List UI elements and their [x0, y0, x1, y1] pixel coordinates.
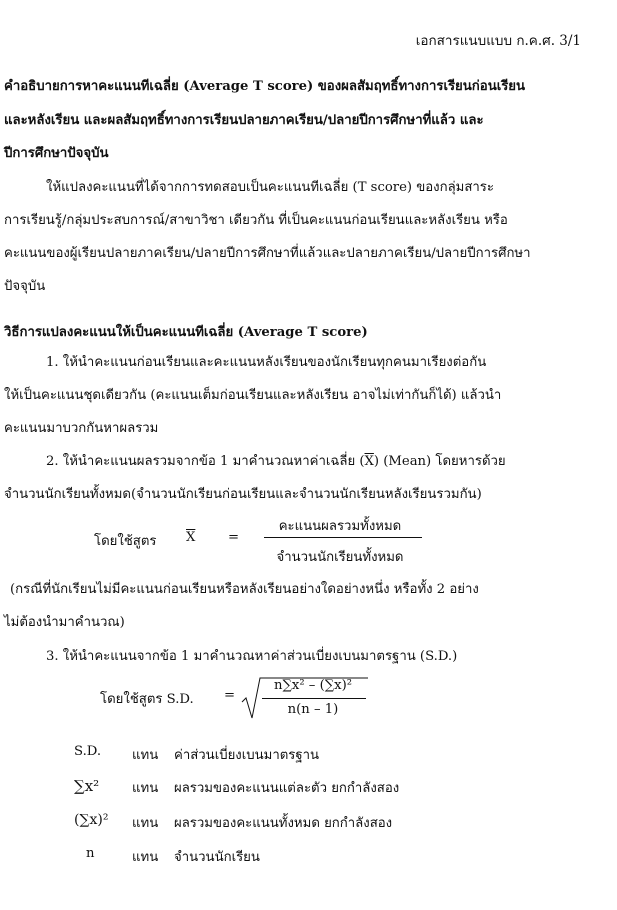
definition-symbol: (∑x)²	[74, 812, 109, 828]
step3-line: 3. ให้นำคะแนนจากข้อ 1 มาคำนวณหาค่าส่วนเบี่ยงเบนมาตรฐาน (S.D.)	[46, 649, 458, 664]
definition-text: ผลรวมของคะแนนทั้งหมด ยกกำลังสอง	[174, 816, 393, 831]
definition-word: แทน	[132, 816, 159, 831]
section1-para-line1: ให้แปลงคะแนนที่ได้จากการทดสอบเป็นคะแนนทีเฉลี่ย (T score) ของกลุ่มสาระ	[46, 180, 494, 195]
step2-line1	[46, 453, 506, 471]
definition-text: จำนวนนักเรียน	[174, 850, 260, 865]
definition-word: แทน	[132, 781, 159, 796]
document-reference: เอกสารแนบแบบ ก.ค.ศ. 3/1	[415, 33, 581, 49]
formula-mean-fraction-bar	[264, 537, 422, 538]
step1-line1: 1. ให้นำคะแนนก่อนเรียนและคะแนนหลังเรียนของนักเรียนทุกคนมาเรียงต่อกัน	[46, 355, 487, 370]
definition-word: แทน	[132, 850, 159, 865]
formula-sd-denominator: n(n – 1)	[287, 702, 339, 717]
step2-text-b: ) (Mean) โดยหารด้วย	[373, 454, 506, 469]
formula-mean-label: โดยใช้สูตร	[94, 534, 157, 549]
section1-title-line1: คำอธิบายการหาคะแนนทีเฉลี่ย (Average T score) ของผลสัมฤทธิ์ทางการเรียนก่อนเรียน	[4, 79, 526, 94]
definition-symbol: n	[86, 846, 95, 861]
step1-line2: ให้เป็นคะแนนชุดเดียวกัน (คะแนนเต็มก่อนเรียนและหลังเรียน อาจไม่เท่ากันก็ได้) แล้วนำ	[4, 388, 502, 403]
formula-sd-fraction-bar	[262, 698, 366, 699]
section1-para-line2: การเรียนรู้/กลุ่มประสบการณ์/สาขาวิชา เดียวกัน ที่เป็นคะแนนก่อนเรียนและหลังเรียน หรือ	[4, 213, 508, 228]
step1-line3: คะแนนมาบวกกันหาผลรวม	[4, 421, 159, 436]
formula-mean-denominator: จำนวนนักเรียนทั้งหมด	[276, 550, 404, 565]
formula-mean-numerator: คะแนนผลรวมทั้งหมด	[278, 519, 402, 534]
definition-symbol: S.D.	[74, 744, 102, 759]
section1-title-line3: ปีการศึกษาปัจจุบัน	[4, 146, 109, 161]
definition-text: ค่าส่วนเบี่ยงเบนมาตรฐาน	[174, 748, 320, 763]
section1-para-line4: ปัจจุบัน	[4, 279, 46, 294]
section1-para-line3: คะแนนของผู้เรียนปลายภาคเรียน/ปลายปีการศึกษาที่แล้วและปลายภาคเรียน/ปลายปีการศึกษา	[4, 246, 531, 261]
formula-sd-label: โดยใช้สูตร S.D.	[100, 692, 194, 707]
definition-symbol: ∑x²	[74, 777, 100, 795]
step2-text-a: 2. ให้นำคะแนนผลรวมจากข้อ 1 มาคำนวณหาค่าเฉลี่ย (	[46, 454, 365, 469]
note-line2: ไม่ต้องนำมาคำนวณ)	[4, 615, 125, 630]
formula-sd-numerator: n∑x² – (∑x)²	[273, 678, 353, 693]
formula-mean-equals: =	[228, 530, 240, 545]
mean-symbol: $\overline{X}$	[364, 454, 374, 469]
formula-sd-equals: =	[224, 688, 236, 703]
section2-title: วิธีการแปลงคะแนนให้เป็นคะแนนทีเฉลี่ย (Average T score)	[4, 325, 368, 340]
definition-text: ผลรวมของคะแนนแต่ละตัว ยกกำลังสอง	[174, 781, 400, 796]
section1-title-line2: และหลังเรียน และผลสัมฤทธิ์ทางการเรียนปลายภาคเรียน/ปลายปีการศึกษาที่แล้ว และ	[4, 113, 484, 128]
step2-line2: จำนวนนักเรียนทั้งหมด(จำนวนนักเรียนก่อนเรียนและจำนวนนักเรียนหลังเรียนรวมกัน)	[4, 487, 482, 502]
definition-word: แทน	[132, 748, 159, 763]
formula-mean-symbol: $\overline{X}$	[186, 530, 196, 545]
note-line1: (กรณีที่นักเรียนไม่มีคะแนนก่อนเรียนหรือหลังเรียนอย่างใดอย่างหนึ่ง หรือทั้ง 2 อย่าง	[10, 582, 479, 597]
